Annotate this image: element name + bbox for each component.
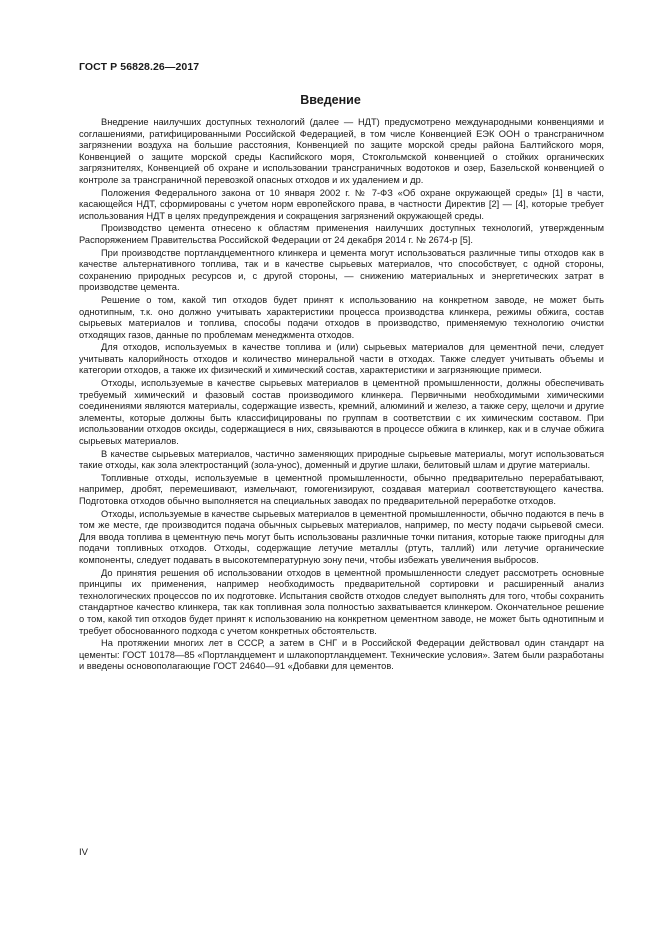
paragraph: На протяжении многих лет в СССР, а затем в СНГ и в Российской Федерации действовал один стандарт на цементы: ГОСТ 10178—85 «Портландцемент и шлакопортландцемент. Технические условия». Затем были разработаны и введены основополагающие ГОСТ 24640—91 «Добавки для цементов.: [79, 638, 604, 672]
paragraph: Внедрение наилучших доступных технологий (далее — НДТ) предусмотрено международными конвенциями и соглашениями, ратифицированными Российской Федерацией, в том числе Конвенцией ЕЭК ООН о трансграничном загрязнении воздуха на большие расстояния, Конвенцией по защите морской среды района Балтийского моря, Конвенцией о защите морской среды Каспийского моря, Стокгольмской конвенцией о стойких органических загрязнителях, Конвенцией об охране и использовании трансграничных водотоков и озер, Базельской конвенцией о контроле за трансграничной перевозкой опасных отходов и их удалением и др.: [79, 117, 604, 185]
paragraph: При производстве портландцементного клинкера и цемента могут использоваться различные типы отходов как в качестве альтернативного топлива, так и в качестве сырьевых материалов, что способствует, с одной стороны, сохранению природных ресурсов и, с другой стороны, — снижению материальных и энергетических затрат в производстве цемента.: [79, 247, 604, 293]
paragraph: Положения Федерального закона от 10 января 2002 г. № 7-ФЗ «Об охране окружающей среды» [1] в части, касающейся НДТ, сформированы с учетом норм европейского права, в частности Директив [2] — [4], которые требует использования НДТ в целях предупреждения и сокращения загрязнений окружающей среды.: [79, 187, 604, 221]
page-number: IV: [79, 847, 88, 858]
body-text: [79, 117, 604, 674]
paragraph: Отходы, используемые в качестве сырьевых материалов в цементной промышленности, должны обеспечивать требуемый химический и фазовый состав производимого клинкера. Первичными необходимыми химическими соединениями являются материалы, содержащие известь, кремний, алюминий и железо, а также серу, щелочи и другие элементы, которые должны быть классифицированы по группам в соответствии с их химическим составом. При использовании отходов оксиды, содержащиеся в них, связываются в процессе обжига в клинкер, как и в случае обжига сырьевых материалов.: [79, 378, 604, 447]
paragraph: Отходы, используемые в качестве сырьевых материалов в цементной промышленности, обычно подаются в печь в том же месте, где производится подача обычных сырьевых материалов, например, по месту подачи сырьевой смеси. Для ввода топлива в цементную печь могут быть использованы различные точки питания, которые также пригодны для подачи топливных отходов. Отходы, содержащие летучие металлы (ртуть, таллий) или летучие органические компоненты, следует подавать в высокотемпературную зону печи, чтобы избежать увеличения выбросов.: [79, 508, 604, 565]
paragraph: До принятия решения об использовании отходов в цементной промышленности следует рассмотреть основные принципы их применения, например необходимость предварительной сортировки и расширенный анализ технологических процессов по их подготовке. Испытания свойств отходов следует выполнять для того, чтобы сохранить стандартное качество клинкера, так как топливная зола полностью захватывается клинкером. Окончательное решение о том, какой тип отходов будет принят к использованию на конкретном цементном заводе, не может быть однотипным и требует обоснованного подхода с учетом конкретных обстоятельств.: [79, 567, 604, 636]
section-title: Введение: [300, 93, 361, 107]
paragraph: В качестве сырьевых материалов, частично заменяющих природные сырьевые материалы, могут использоваться такие отходы, как зола электростанций (зола-унос), доменный и другие шлаки, белитовый шлам и другие материалы.: [79, 448, 604, 471]
paragraph: Топливные отходы, используемые в цементной промышленности, обычно предварительно перерабатывают, например, дробят, перемешивают, измельчают, гомогенизируют, создавая материал соответствующего качества. Подготовка отходов обычно выполняется на специальных заводах по предварительной переработке отходов.: [79, 472, 604, 506]
paragraph: Для отходов, используемых в качестве топлива и (или) сырьевых материалов для цементной печи, следует учитывать калорийность отходов и количество минеральной части в отходах. Также следует учитывать объемы и категории отходов, а также их физический и химический состав, характеристики и загрязняющие примеси.: [79, 342, 604, 376]
paragraph: Производство цемента отнесено к областям применения наилучших доступных технологий, утвержденным Распоряжением Правительства Российской Федерации от 24 декабря 2014 г. № 2674-р [5].: [79, 223, 604, 245]
paragraph: Решение о том, какой тип отходов будет принят к использованию на конкретном заводе, не может быть однотипным, т.к. оно должно учитывать характеристики процесса производства клинкера, режимы обжига, состав сырьевых материалов и топлива, способы подачи отходов в производство, применяемую технологию очистки отходящих газов, данные по проблемам менеджмента отходов.: [79, 294, 604, 340]
document-code-header: ГОСТ Р 56828.26—2017: [79, 61, 200, 73]
